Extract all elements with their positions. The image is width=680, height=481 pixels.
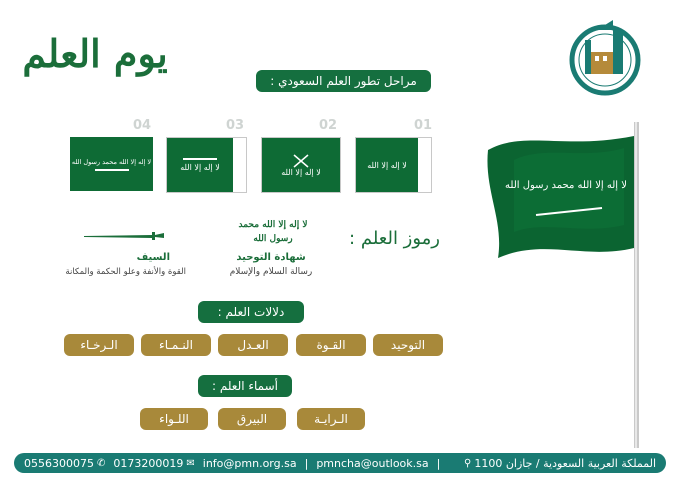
crossed-swords-icon: [293, 154, 309, 168]
flag-number-02: 02: [319, 118, 338, 133]
phone-icon: ✆: [97, 457, 106, 469]
shahada-description: رسالة السلام والإسلام: [229, 267, 313, 277]
symbols-label: رموز العلم :: [349, 228, 440, 249]
meaning-strength: القـوة: [296, 334, 366, 356]
meaning-growth: النـمـاء: [141, 334, 211, 356]
sword-icon: [95, 169, 129, 171]
stages-label: مراحل تطور العلم السعودي :: [256, 70, 431, 92]
page-title: يوم العلم: [22, 31, 168, 76]
address: المملكة العربية السعودية / جازان 1100: [474, 456, 656, 470]
flag-shahada: لا إله إلا الله: [281, 167, 321, 177]
waving-flag: [484, 120, 659, 450]
phone1[interactable]: 0173200019: [113, 456, 184, 470]
meaning-prosperity: الـرخـاء: [64, 334, 134, 356]
flag-stage-02: [261, 137, 341, 193]
mail-icon: ✉: [186, 457, 195, 469]
flag-number-04: 04: [133, 118, 152, 133]
name-liwa: اللـواء: [140, 408, 208, 430]
flag-stage-04: [70, 137, 153, 191]
flag-number-01: 01: [414, 118, 433, 133]
meaning-tawheed: التوحيد: [373, 334, 443, 356]
flag-stage-01: [355, 137, 432, 193]
email2[interactable]: info@pmn.org.sa: [202, 456, 297, 470]
sword-icon: [183, 158, 217, 160]
name-bayraq: البيرق: [218, 408, 286, 430]
flag-shahada: لا إله إلا الله: [367, 160, 407, 170]
email1[interactable]: pmncha@outlook.sa: [316, 456, 429, 470]
logo: [567, 10, 643, 100]
sword-description: القوة والأنفة وعلو الحكمة والمكانة: [65, 267, 186, 277]
separator: |: [304, 456, 309, 470]
flag-number-03: 03: [226, 118, 245, 133]
phone2[interactable]: 0556300075: [24, 456, 94, 470]
meanings-label: دلالات العلم :: [198, 301, 304, 323]
flag-stage-03: [166, 137, 247, 193]
sword-icon: [82, 228, 166, 242]
meaning-justice: العـدل: [218, 334, 288, 356]
shahada-title: شهادة التوحيد: [236, 252, 306, 263]
location-icon: ⚲: [464, 457, 472, 469]
flag-shahada: لا إله إلا الله محمد رسول الله: [505, 180, 627, 191]
shahada-calligraphy: لا إله إلا الله محمد رسول الله: [238, 220, 308, 244]
flag-shahada: لا إله إلا الله: [180, 163, 220, 172]
flag-shahada: لا إله إلا الله محمد رسول الله: [71, 157, 152, 166]
footer-bar: [14, 453, 666, 473]
separator: |: [436, 456, 441, 470]
sword-title: السيف: [136, 252, 170, 263]
name-raya: الـرايـة: [297, 408, 365, 430]
names-label: أسماء العلم :: [198, 375, 292, 397]
